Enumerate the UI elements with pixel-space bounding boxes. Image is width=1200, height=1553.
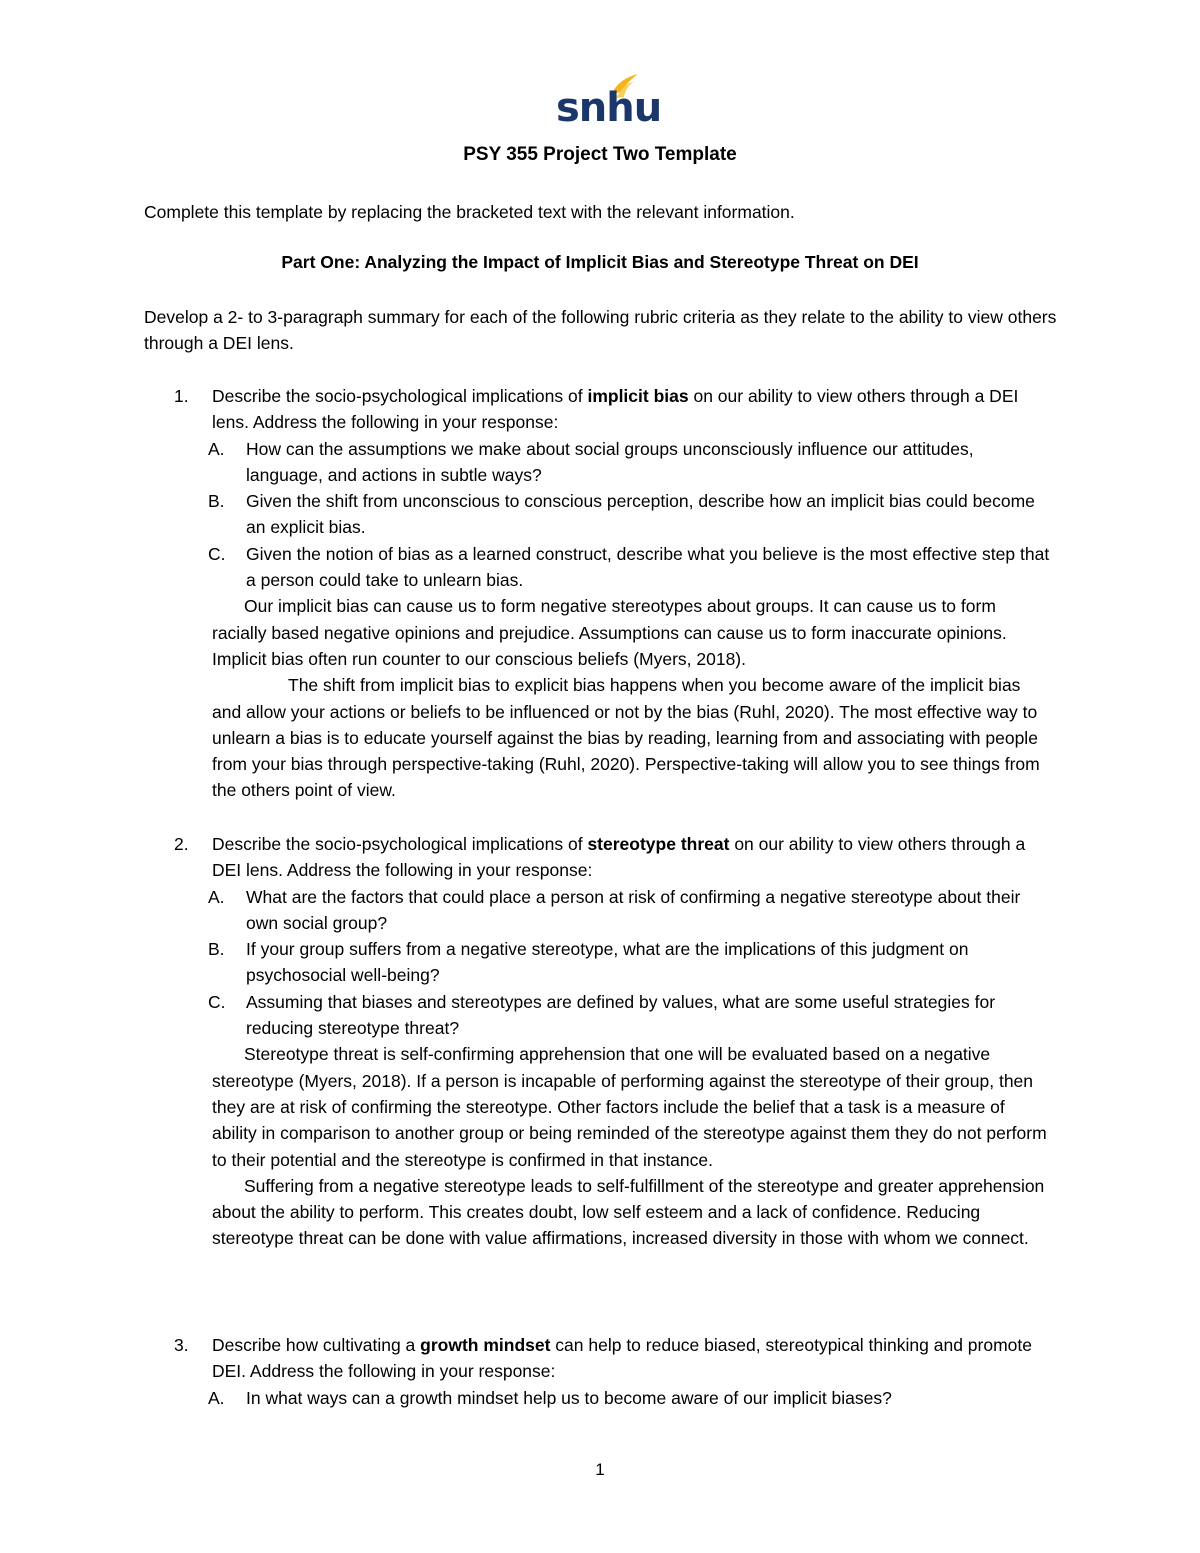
sub-question: A. What are the factors that could place a person at risk of confirming a negative stereotype about their own social group?: [208, 886, 1021, 933]
answer-paragraph: Stereotype threat is self-confirming apprehension that one will be evaluated based on a negative stereotype (Myers, 2018). If a person is incapable of performing against the stereotype of their group, then they are at risk of confirming the stereotype. Other factors include the belief that a task is a measure of ability in comparison to another group or being reminded of the stereotype against them they do not perform to their potential and the stereotype is confirmed in that instance.: [212, 1044, 1047, 1170]
item-prompt: Describe how cultivating a growth mindset can help to reduce biased, stereotypical thinking and promote DEI. Address the following in your response:: [212, 1335, 1032, 1382]
item-prompt: Describe the socio-psychological implications of stereotype threat on our ability to view others through a DEI lens. Address the following in your response:: [212, 834, 1026, 881]
part-one-heading: Part One: Analyzing the Impact of Implicit Bias and Stereotype Threat on DEI: [281, 252, 919, 272]
criteria-item-1: [174, 383, 1054, 804]
criteria-item-2: [174, 831, 1054, 1252]
sub-question: B. Given the shift from unconscious to conscious perception, describe how an implicit bias could become an explicit bias.: [208, 491, 1035, 538]
page-title: PSY 355 Project Two Template: [463, 144, 737, 165]
item-number: 1.: [174, 386, 189, 406]
logo-wordmark: snhu: [556, 85, 662, 131]
item-prompt: Describe the socio-psychological implications of implicit bias on our ability to view others through a DEI lens. Address the following in your response:: [212, 386, 1019, 433]
prompt-keyword: implicit bias: [587, 386, 689, 406]
snhu-logo: [550, 72, 662, 134]
instructions: Complete this template by replacing the bracketed text with the relevant information.: [144, 202, 795, 222]
sub-question: B. If your group suffers from a negative stereotype, what are the implications of this judgment on psychosocial well-being?: [208, 939, 969, 986]
item-number: 3.: [174, 1335, 189, 1355]
sub-question: A. How can the assumptions we make about social groups unconsciously influence our attitudes, language, and actions in subtle ways?: [208, 438, 974, 485]
sub-question: C. Assuming that biases and stereotypes are defined by values, what are some useful strategies for reducing stereotype threat?: [208, 991, 996, 1039]
prompt-keyword: stereotype threat: [587, 834, 730, 854]
criteria-item-3: [174, 1332, 1054, 1411]
intro-paragraph: Develop a 2- to 3-paragraph summary for each of the following rubric criteria as they relate to the ability to view others through a DEI lens.: [144, 307, 1057, 354]
answer-paragraph: The shift from implicit bias to explicit bias happens when you become aware of the implicit bias and allow your actions or beliefs to be influenced or not by the bias (Ruhl, 2020). The most effective way to unlearn a bias is to educate yourself against the bias by reading, learning from and associating with people from your bias through perspective-taking (Ruhl, 2020). Perspective-taking will allow you to see things from the others point of view.: [212, 675, 1040, 801]
item-number: 2.: [174, 834, 189, 854]
prompt-keyword: growth mindset: [420, 1335, 551, 1355]
answer-text: [212, 593, 1054, 803]
page-number: 1: [595, 1460, 605, 1479]
answer-paragraph: Suffering from a negative stereotype leads to self-fulfillment of the stereotype and greater apprehension about the ability to perform. This creates doubt, low self esteem and a lack of confidence. Reducing stereotype threat can be done with value affirmations, increased diversity in those with whom we connect.: [212, 1175, 1045, 1249]
answer-text: [212, 1041, 1054, 1251]
answer-paragraph: Our implicit bias can cause us to form negative stereotypes about groups. It can cause us to form racially based negative opinions and prejudice. Assumptions can cause us to form inaccurate opinions. Implicit bias often run counter to our conscious beliefs (Myers, 2018).: [212, 596, 1007, 669]
sub-question: A. In what ways can a growth mindset help us to become aware of our implicit biases?: [208, 1387, 892, 1408]
sub-question: C. Given the notion of bias as a learned construct, describe what you believe is the most effective step that a person could take to unlearn bias.: [208, 543, 1050, 591]
